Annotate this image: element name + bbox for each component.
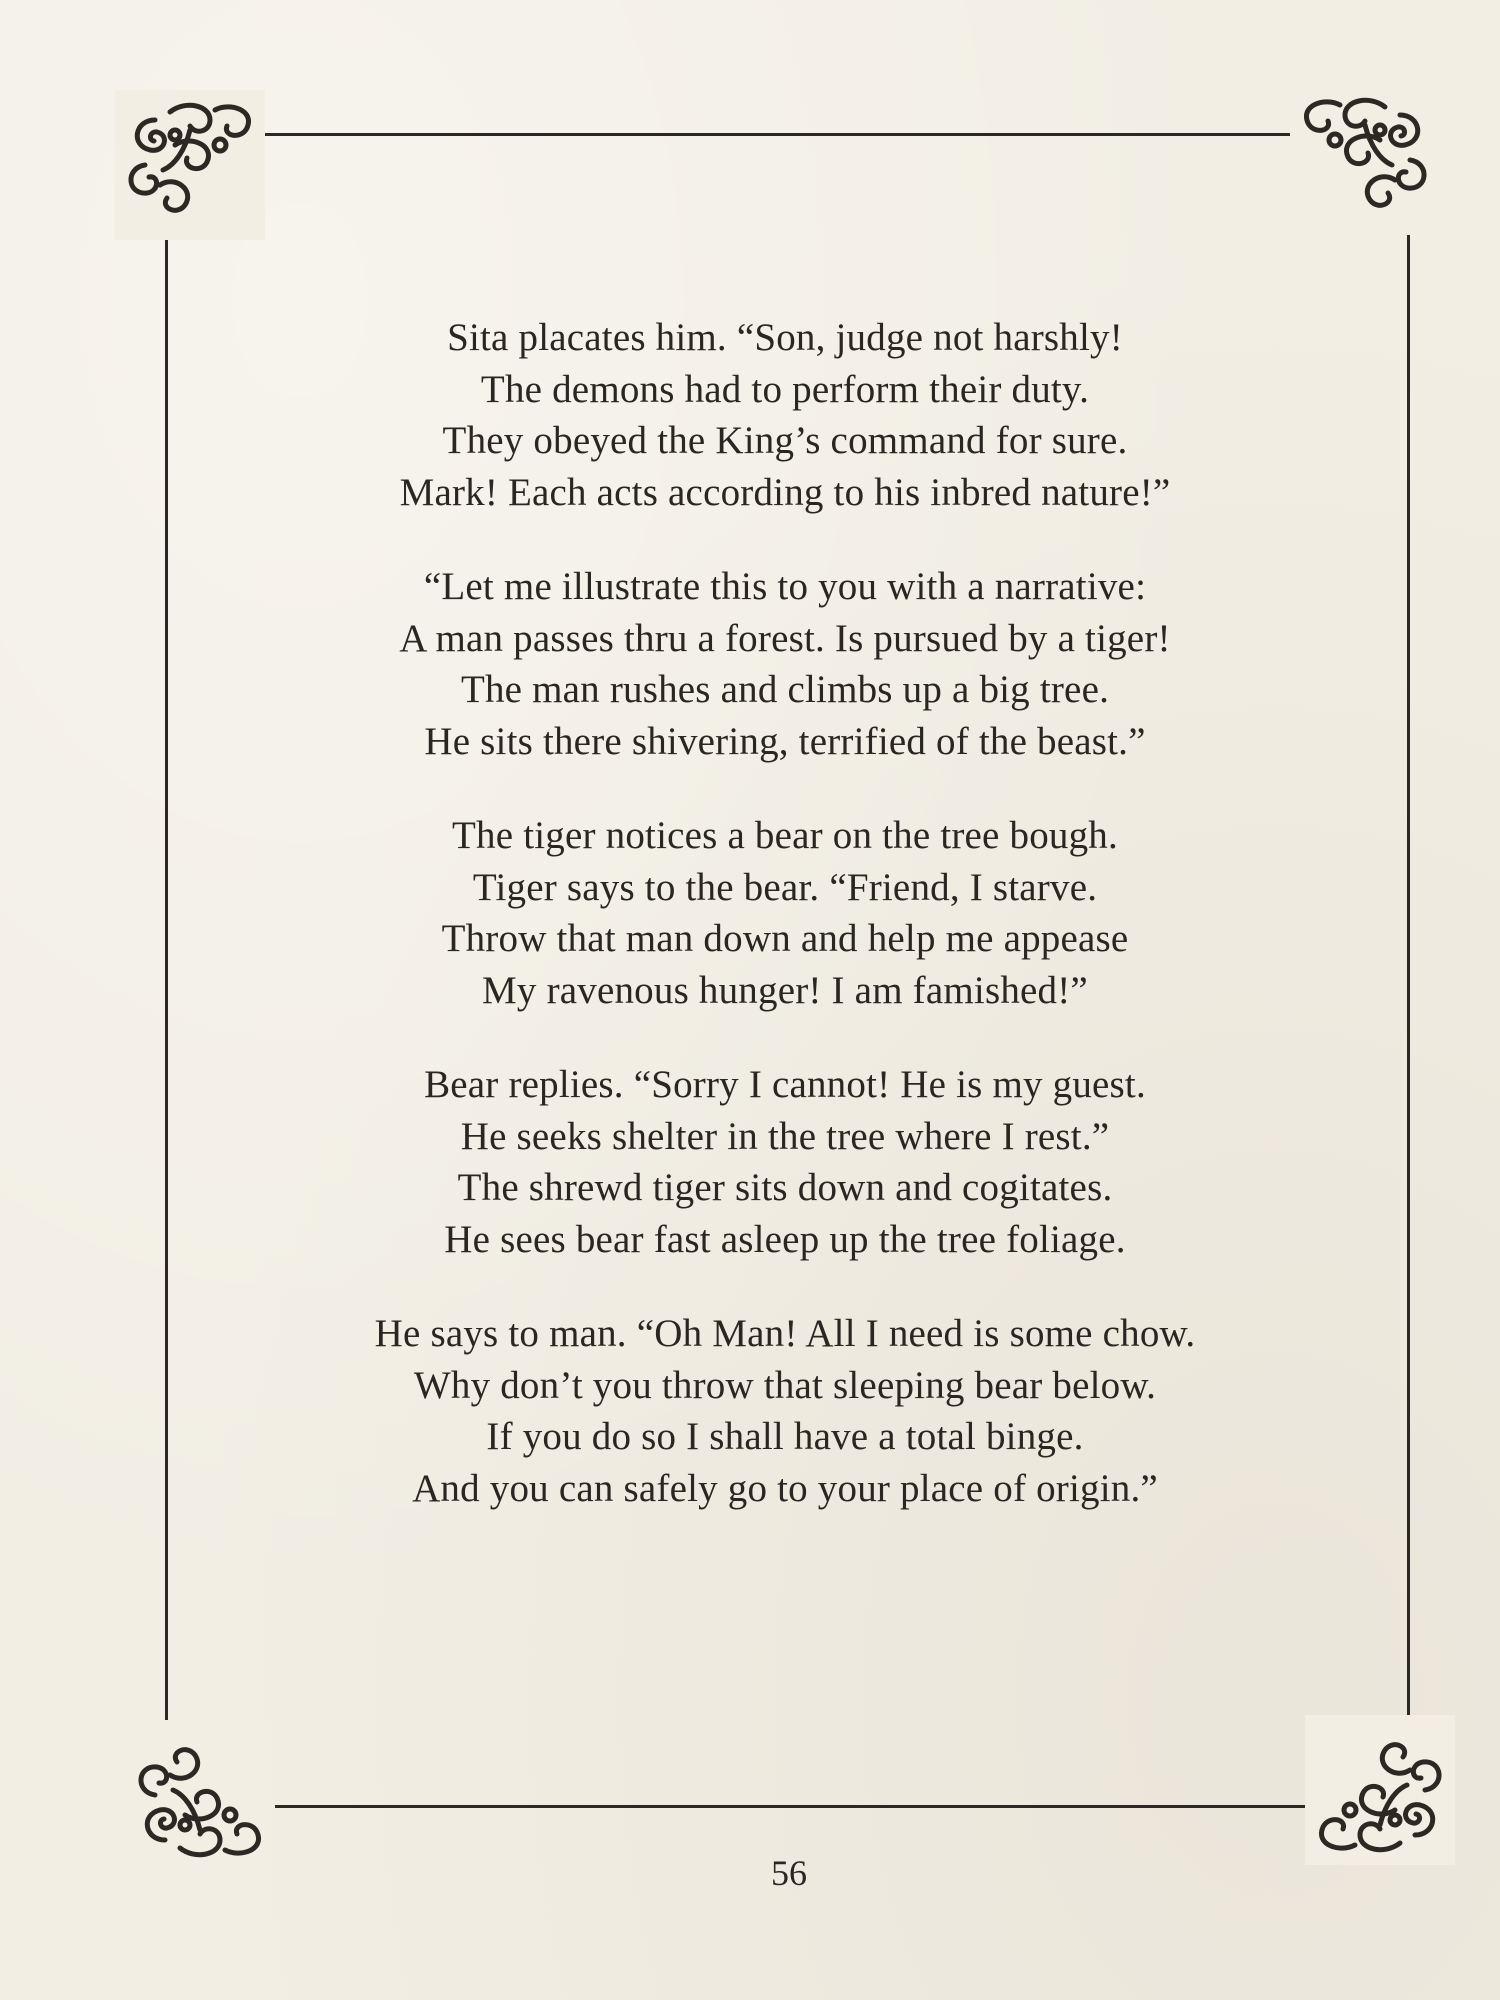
- stanza: [230, 1308, 1340, 1514]
- poem-line: He sees bear fast asleep up the tree foliage.: [444, 1217, 1126, 1261]
- poem-line: My ravenous hunger! I am famished!”: [482, 968, 1088, 1012]
- corner-ornament-top-right-icon: [1290, 85, 1440, 235]
- poem-line: Sita placates him. “Son, judge not harshly!: [447, 316, 1123, 359]
- stanza: [230, 561, 1340, 767]
- poem-line: “Let me illustrate this to you with a narrative:: [423, 565, 1147, 608]
- poem-line: The man rushes and climbs up a big tree.: [460, 668, 1110, 711]
- poem-line: Mark! Each acts according to his inbred nature!”: [399, 470, 1171, 514]
- stanza: [230, 810, 1340, 1016]
- poem-line: They obeyed the King’s command for sure.: [442, 419, 1128, 462]
- poem-line: He says to man. “Oh Man! All I need is some chow.: [374, 1312, 1196, 1355]
- corner-ornament-bottom-right-icon: [1305, 1715, 1455, 1865]
- poem-line: He seeks shelter in the tree where I rest.”: [460, 1114, 1110, 1158]
- poem-line: If you do so I shall have a total binge.: [486, 1415, 1084, 1458]
- corner-ornament-top-left-icon: [115, 90, 265, 240]
- poem-line: And you can safely go to your place of origin.”: [412, 1466, 1158, 1510]
- poem-body: [230, 312, 1340, 1557]
- poem-line: The demons had to perform their duty.: [480, 367, 1090, 411]
- poem-line: Why don’t you throw that sleeping bear below.: [413, 1363, 1157, 1407]
- poem-line: The tiger notices a bear on the tree bough.: [452, 814, 1118, 857]
- poem-line: Throw that man down and help me appease: [441, 917, 1129, 960]
- stanza: [230, 312, 1340, 518]
- poem-line: Tiger says to the bear. “Friend, I starve.: [472, 865, 1098, 909]
- poem-line: Bear replies. “Sorry I cannot! He is my guest.: [424, 1063, 1146, 1106]
- stanza: [230, 1059, 1340, 1265]
- poem-line: The shrewd tiger sits down and cogitates.: [457, 1166, 1113, 1209]
- poem-line: A man passes thru a forest. Is pursued by a tiger!: [399, 616, 1171, 660]
- page-number: 56: [771, 1853, 807, 1893]
- corner-ornament-bottom-left-icon: [125, 1720, 275, 1870]
- poem-line: He sits there shivering, terrified of the beast.”: [424, 719, 1146, 763]
